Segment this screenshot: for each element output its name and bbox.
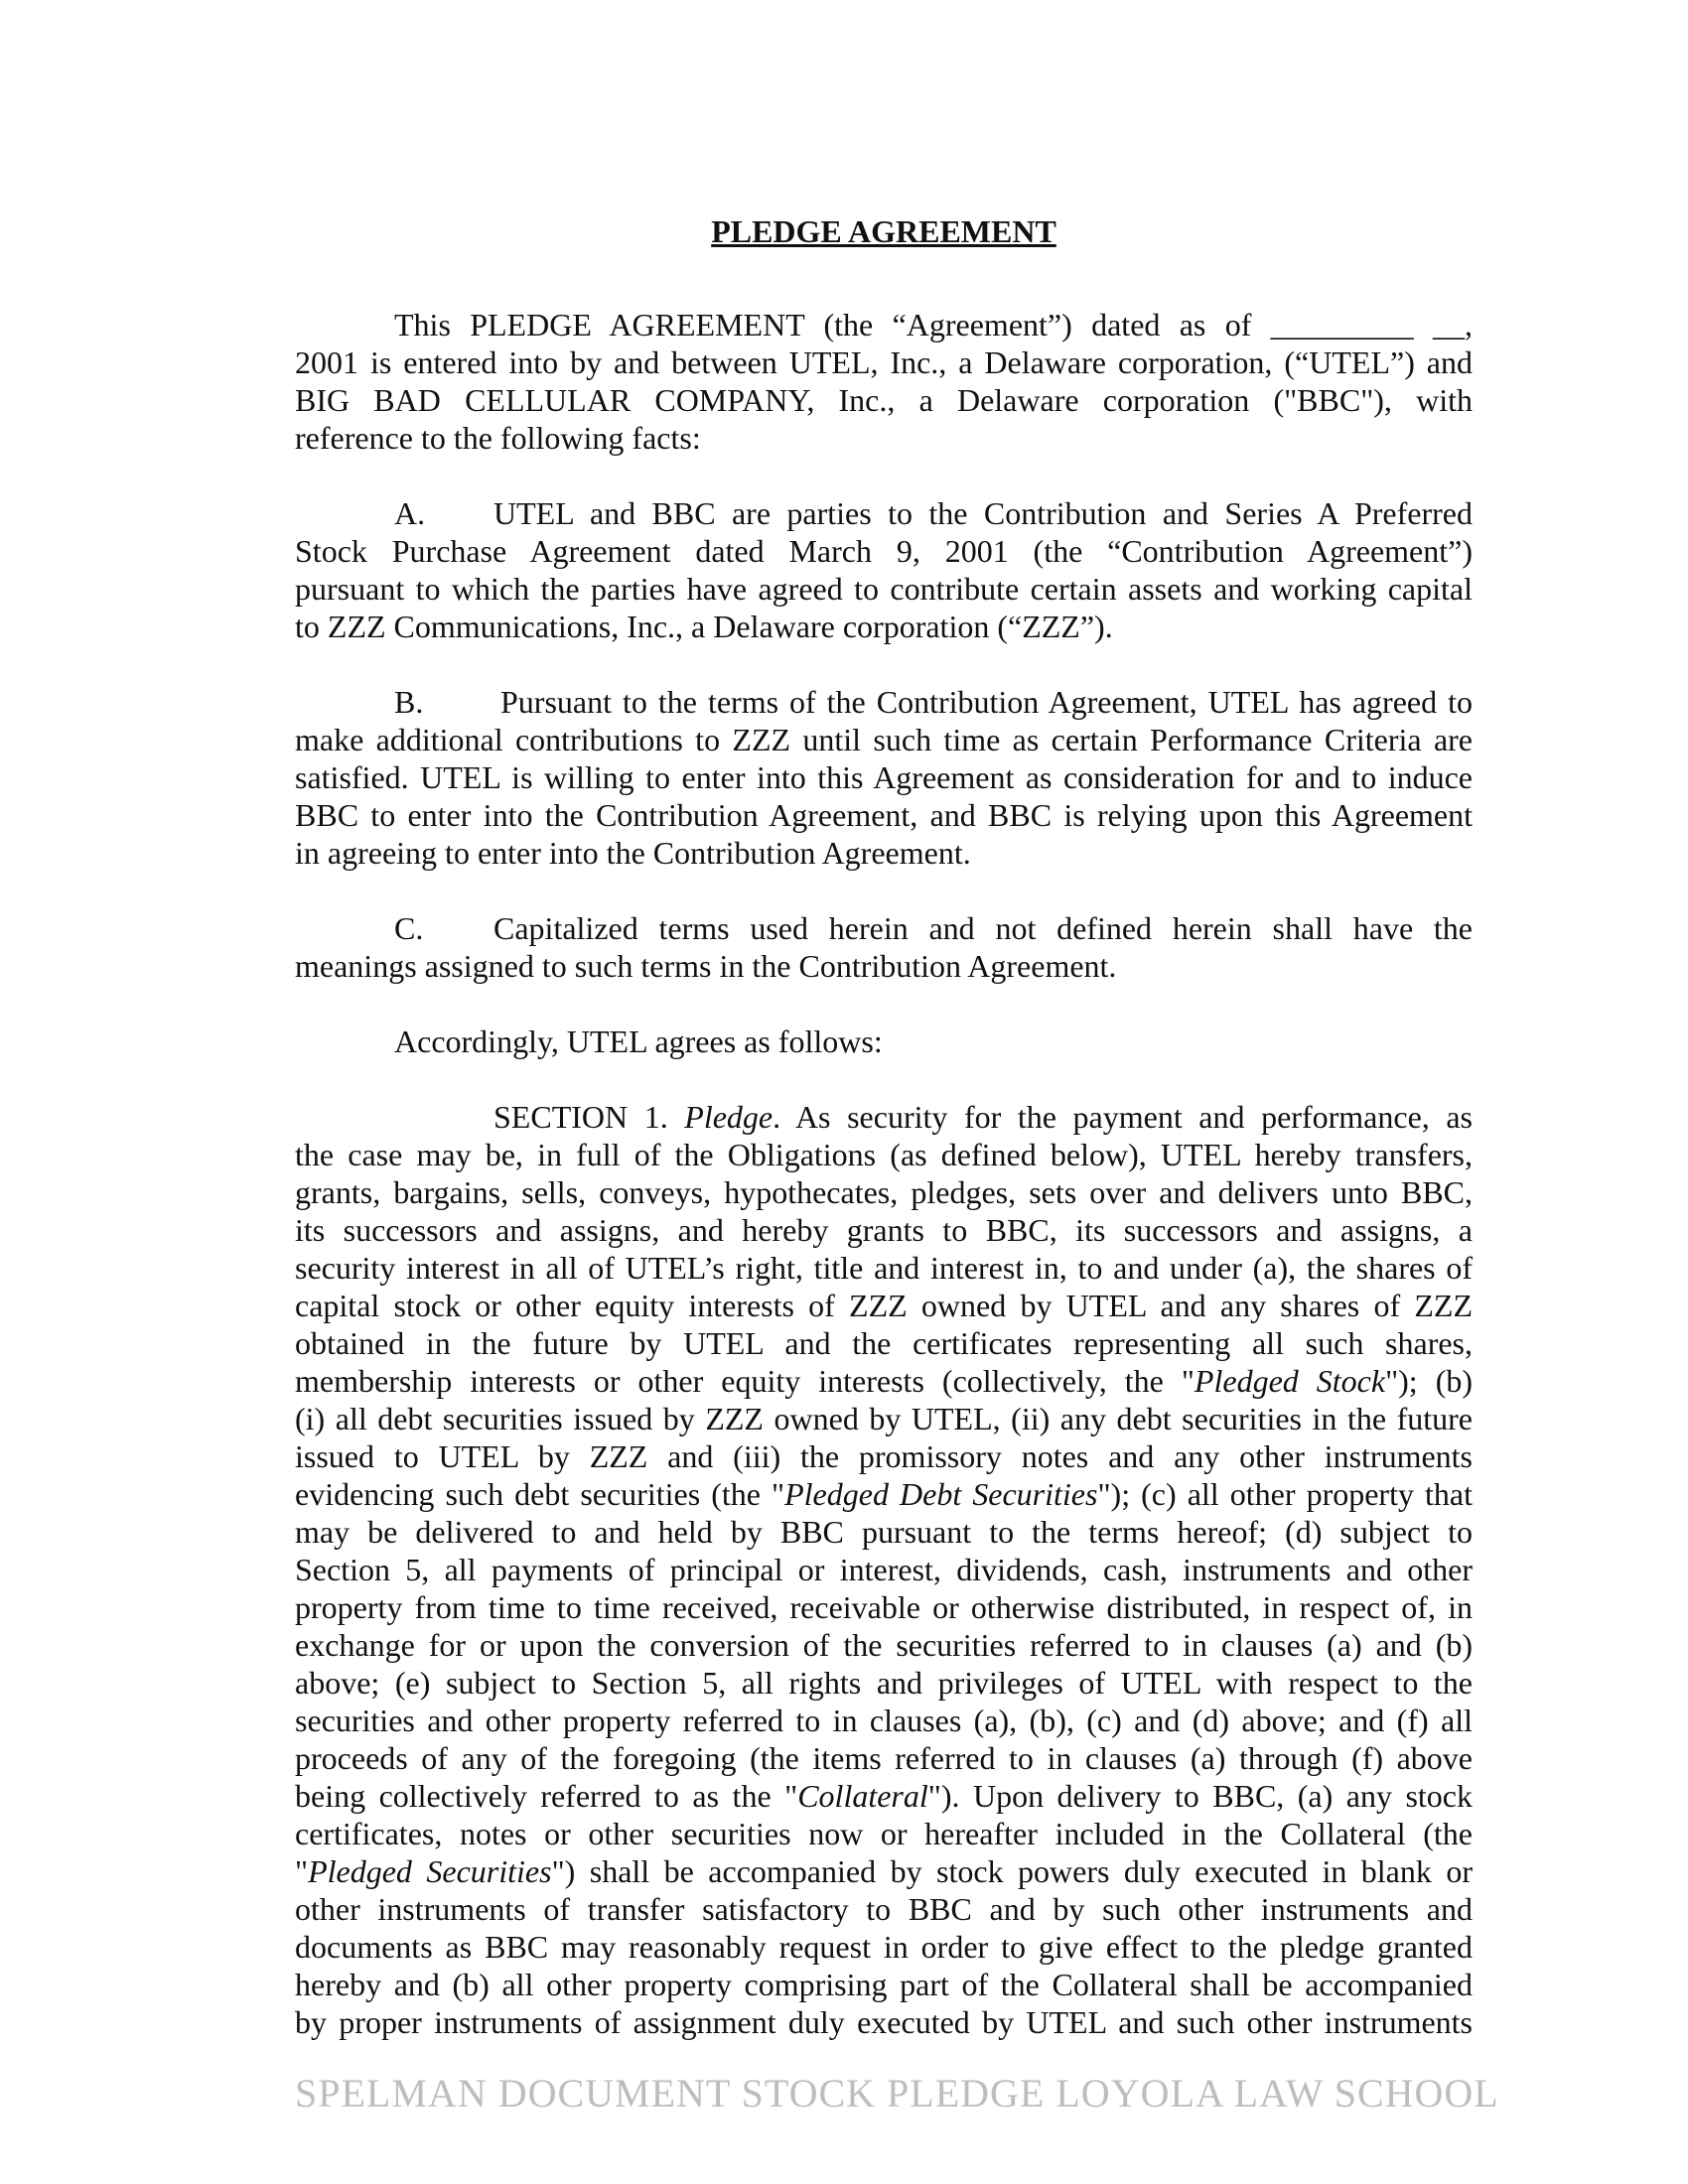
defined-term: Pledge — [684, 1099, 774, 1135]
text-line — [295, 1777, 1473, 1815]
text-line — [295, 1852, 1473, 1890]
text-segment: membership interests or other equity interests (collectively, the " — [295, 1363, 1195, 1399]
text-line: may be delivered to and held by BBC pursuant to the terms hereof; (d) subject to — [295, 1514, 1473, 1550]
text-line: make additional contributions to ZZZ until such time as certain Performance Criteria are — [295, 722, 1473, 757]
document-title: PLEDGE AGREEMENT — [711, 213, 1056, 249]
text-line — [295, 1362, 1473, 1400]
text-line: Section 5, all payments of principal or interest, dividends, cash, instruments and other — [295, 1552, 1473, 1587]
text-line: (i) all debt securities issued by ZZZ owned by UTEL, (ii) any debt securities in the future — [295, 1401, 1473, 1436]
text-line: in agreeing to enter into the Contribution Agreement. — [295, 835, 971, 871]
text-line: BIG BAD CELLULAR COMPANY, Inc., a Delaware corporation ("BBC"), with — [295, 382, 1473, 418]
text-line: documents as BBC may reasonably request in order to give effect to the pledge granted — [295, 1929, 1473, 1965]
recital-label: B. — [394, 684, 424, 720]
recital-label: A. — [394, 495, 426, 531]
text-segment: "); (b) — [1385, 1363, 1473, 1399]
text-line: pursuant to which the parties have agreed to contribute certain assets and working capital — [295, 571, 1473, 607]
defined-term: Pledged Stock — [1194, 1363, 1386, 1399]
text-segment: " — [295, 1853, 309, 1889]
text-segment: SECTION 1. — [493, 1099, 685, 1135]
text-segment: evidencing such debt securities (the " — [295, 1476, 785, 1512]
text-line: hereby and (b) all other property comprising part of the Collateral shall be accompanied — [295, 1967, 1473, 2002]
text-line: grants, bargains, sells, conveys, hypothecates, pledges, sets over and delivers unto BBC, — [295, 1174, 1473, 1210]
text-line — [295, 1098, 1473, 1136]
section-1-pledge — [295, 1098, 1473, 2041]
text-line: issued to UTEL by ZZZ and (iii) the promissory notes and any other instruments — [295, 1438, 1473, 1474]
text-line: proceeds of any of the foregoing (the items referred to in clauses (a) through (f) above — [295, 1740, 1473, 1776]
text-line: This PLEDGE AGREEMENT (the “Agreement”) dated as of _________ __, — [394, 307, 1473, 342]
text-line: above; (e) subject to Section 5, all rights and privileges of UTEL with respect to the — [295, 1665, 1473, 1701]
text-line: Stock Purchase Agreement dated March 9, 2001 (the “Contribution Agreement”) — [295, 533, 1473, 569]
text-line: obtained in the future by UTEL and the certificates representing all such shares, — [295, 1325, 1473, 1361]
text-line — [295, 909, 1473, 947]
text-line: BBC to enter into the Contribution Agreement, and BBC is relying upon this Agreement — [295, 797, 1473, 833]
recital-a — [295, 494, 1473, 645]
text-line: reference to the following facts: — [295, 420, 701, 456]
text-line: security interest in all of UTEL’s right, title and interest in, to and under (a), the shares of — [295, 1250, 1473, 1286]
defined-term: Pledged Debt Securities — [784, 1476, 1098, 1512]
text-line — [295, 494, 1473, 532]
text-line — [295, 1475, 1473, 1513]
text-segment: "); (c) all other property that — [1097, 1476, 1473, 1512]
text-line: securities and other property referred to in clauses (a), (b), (c) and (d) above; and (f) all — [295, 1703, 1473, 1738]
agreement-intro — [295, 1023, 1473, 1060]
watermark: SPELMAN DOCUMENT STOCK PLEDGE LOYOLA LAW SCHOOL — [295, 2071, 1499, 2116]
recital-text: Capitalized terms used herein and not defined herein shall have the — [493, 910, 1473, 946]
text-line: its successors and assigns, and hereby grants to BBC, its successors and assigns, a — [295, 1212, 1473, 1248]
document-page — [295, 212, 1473, 2079]
text-line: by proper instruments of assignment duly executed by UTEL and such other instruments — [295, 2004, 1473, 2040]
text-line: to ZZZ Communications, Inc., a Delaware corporation (“ZZZ”). — [295, 609, 1113, 644]
text-segment: "). Upon delivery to BBC, (a) any stock — [927, 1778, 1473, 1814]
recital-b — [295, 683, 1473, 872]
text-line — [295, 683, 1473, 721]
text-line: meanings assigned to such terms in the Contribution Agreement. — [295, 948, 1117, 984]
text-line: property from time to time received, receivable or otherwise distributed, in respect of, in — [295, 1589, 1473, 1625]
preamble-paragraph — [295, 306, 1473, 457]
defined-term: Pledged Securities — [308, 1853, 552, 1889]
text-line: other instruments of transfer satisfactory to BBC and by such other instruments and — [295, 1891, 1473, 1927]
text-segment: . As security for the payment and performance, as — [773, 1099, 1473, 1135]
text-segment: ") shall be accompanied by stock powers duly executed in blank or — [551, 1853, 1473, 1889]
recital-text: UTEL and BBC are parties to the Contribution and Series A Preferred — [493, 495, 1473, 531]
text-line: the case may be, in full of the Obligations (as defined below), UTEL hereby transfers, — [295, 1137, 1473, 1172]
text-line: satisfied. UTEL is willing to enter into this Agreement as consideration for and to induce — [295, 759, 1473, 795]
recital-text: Pursuant to the terms of the Contribution Agreement, UTEL has agreed to — [500, 684, 1473, 720]
text-line: Accordingly, UTEL agrees as follows: — [394, 1024, 883, 1059]
text-line: exchange for or upon the conversion of the securities referred to in clauses (a) and (b) — [295, 1627, 1473, 1663]
text-segment: being collectively referred to as the " — [295, 1778, 798, 1814]
text-line: capital stock or other equity interests of ZZZ owned by UTEL and any shares of ZZZ — [295, 1288, 1473, 1323]
recital-label: C. — [394, 910, 424, 946]
text-line: 2001 is entered into by and between UTEL, Inc., a Delaware corporation, (“UTEL”) and — [295, 344, 1473, 380]
defined-term: Collateral — [797, 1778, 928, 1814]
text-line: certificates, notes or other securities now or hereafter included in the Collateral (the — [295, 1816, 1473, 1851]
recital-c — [295, 909, 1473, 985]
